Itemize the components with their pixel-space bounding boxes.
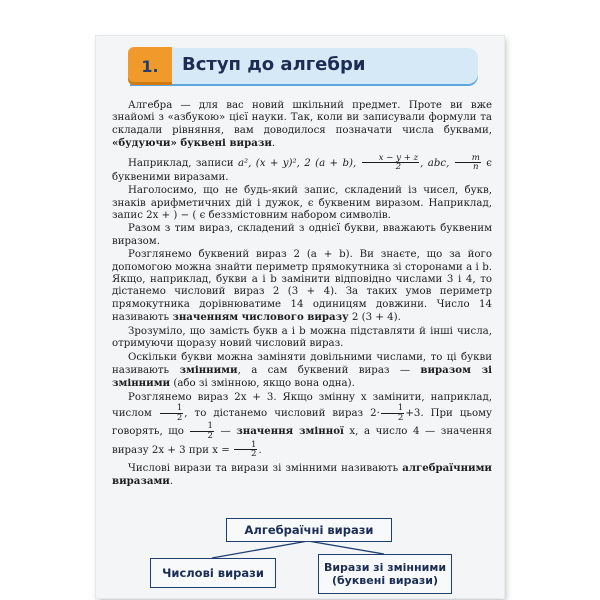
box-right-line1: Вирази зі змінними: [323, 561, 447, 574]
fraction-numerator: 1: [381, 404, 404, 414]
text-run: +3. При цьому говорять, що: [112, 408, 493, 438]
fraction: [381, 404, 404, 422]
text-run: Розглянемо буквений вираз 2 (a + b). Ви знаєте, що за його допомогою можна знайти периметр прямокутника зі сторонами a і b. Якщо, наприклад, букви a і b замінити відповідно числами 3 і 4, то дістанемо числовий вираз 2 (3 + 4). За таких умов периметр прямокутника дорівнюватиме 14 одиницям довжини. Число 14 називають: [112, 249, 492, 324]
fraction: [234, 441, 257, 459]
fraction: [455, 154, 481, 172]
connector-left: [212, 541, 308, 558]
fraction-denominator: 2: [250, 449, 257, 460]
paragraph-perimeter: [112, 249, 492, 324]
paragraph-not-expression: Наголосимо, що не будь-який запис, складений із чисел, букв, знаків арифметичних дій і дужок, є буквеним виразом. Наприклад, запис 2x + ) − ( є беззмістовним набором символів.: [112, 185, 492, 222]
math-run: , abc,: [420, 157, 454, 169]
body-text: [112, 100, 492, 490]
fraction-denominator: 2: [176, 412, 183, 423]
expressions-diagram: [96, 506, 504, 598]
fraction-numerator: 1: [234, 441, 257, 451]
fraction-denominator: 2: [395, 162, 402, 173]
bold-term: змінними: [179, 363, 238, 376]
fraction-denominator: n: [473, 162, 479, 173]
fraction: [160, 404, 183, 422]
paragraph-intro: [112, 100, 492, 151]
text-run: .: [258, 444, 262, 456]
paragraph-other-numbers: Зрозуміло, що замість букв a і b можна підставляти й інші числа, отримуючи щоразу новий числовий вираз.: [112, 325, 492, 350]
paragraph-algebraic-definition: [112, 462, 492, 489]
bold-term: виразом зі змінними: [112, 363, 492, 390]
bold-term: значення змінної: [236, 425, 344, 438]
box-numeric-expressions: Числові вирази: [150, 558, 276, 588]
connector-right: [308, 541, 384, 554]
bold-term: значенням числового виразу: [172, 311, 349, 324]
text-run: Наприклад, записи: [128, 157, 238, 169]
text-run: —: [214, 426, 237, 438]
text-run: x, а число 4 — значення виразу 2x + 3 при x =: [112, 426, 492, 456]
chapter-number-badge: [128, 47, 172, 85]
text-run: , то дістанемо числовий вираз 2·: [184, 408, 380, 420]
text-run: .: [271, 138, 276, 150]
math-run: a², (x + y)², 2 (a + b),: [237, 157, 361, 169]
paragraph-examples: [112, 154, 492, 185]
bold-term: алгебраїчними виразами: [112, 461, 492, 488]
text-run: Розглянемо вираз 2x + 3. Якщо змінну x замінити, наприклад, числом: [112, 391, 492, 420]
paragraph-variables: [112, 352, 492, 391]
text-run: .: [169, 476, 174, 488]
fraction-numerator: 1: [190, 422, 213, 432]
box-expressions-with-variables: [318, 554, 452, 594]
fraction-denominator: 2: [397, 412, 404, 423]
textbook-page: [96, 36, 504, 598]
chapter-header: [130, 48, 478, 84]
bold-term: «будуючи» буквені вирази: [112, 137, 272, 150]
fraction-numerator: x − y + z: [362, 154, 420, 164]
fraction: [190, 422, 213, 440]
fraction-denominator: 2: [207, 430, 213, 441]
text-run: Оскільки букви можна заміняти довільними числами, то ці букви називають: [112, 351, 492, 376]
fraction: [362, 154, 420, 172]
text-run: , а сам буквений вираз —: [237, 364, 421, 376]
text-run: Числові вирази та вирази зі змінними називають: [128, 462, 403, 474]
text-run: (або зі змінною, якщо вона одна).: [170, 378, 355, 390]
box-algebraic-expressions: Алгебраїчні вирази: [226, 518, 392, 542]
fraction-numerator: 1: [160, 404, 183, 414]
paragraph-single-letter: Разом з тим вираз, складений з однієї букви, вважають буквеним виразом.: [112, 223, 492, 247]
chapter-number: 1.: [141, 56, 159, 76]
text-run: є буквеними виразами.: [112, 157, 492, 183]
fraction-numerator: m: [455, 154, 481, 164]
text-run: Алгебра — для вас новий шкільний предмет. Проте ви вже знайомі з «азбукою» цієї науки. Так, коли ви записували формули та складали рівняння, вам доводилося позначати числа буквами,: [112, 100, 492, 136]
chapter-title: Вступ до алгебри: [182, 54, 366, 75]
paragraph-example-2x3: [112, 392, 492, 459]
text-run: 2 (3 + 4).: [348, 312, 401, 324]
box-right-line2: (буквені вирази): [331, 574, 439, 587]
